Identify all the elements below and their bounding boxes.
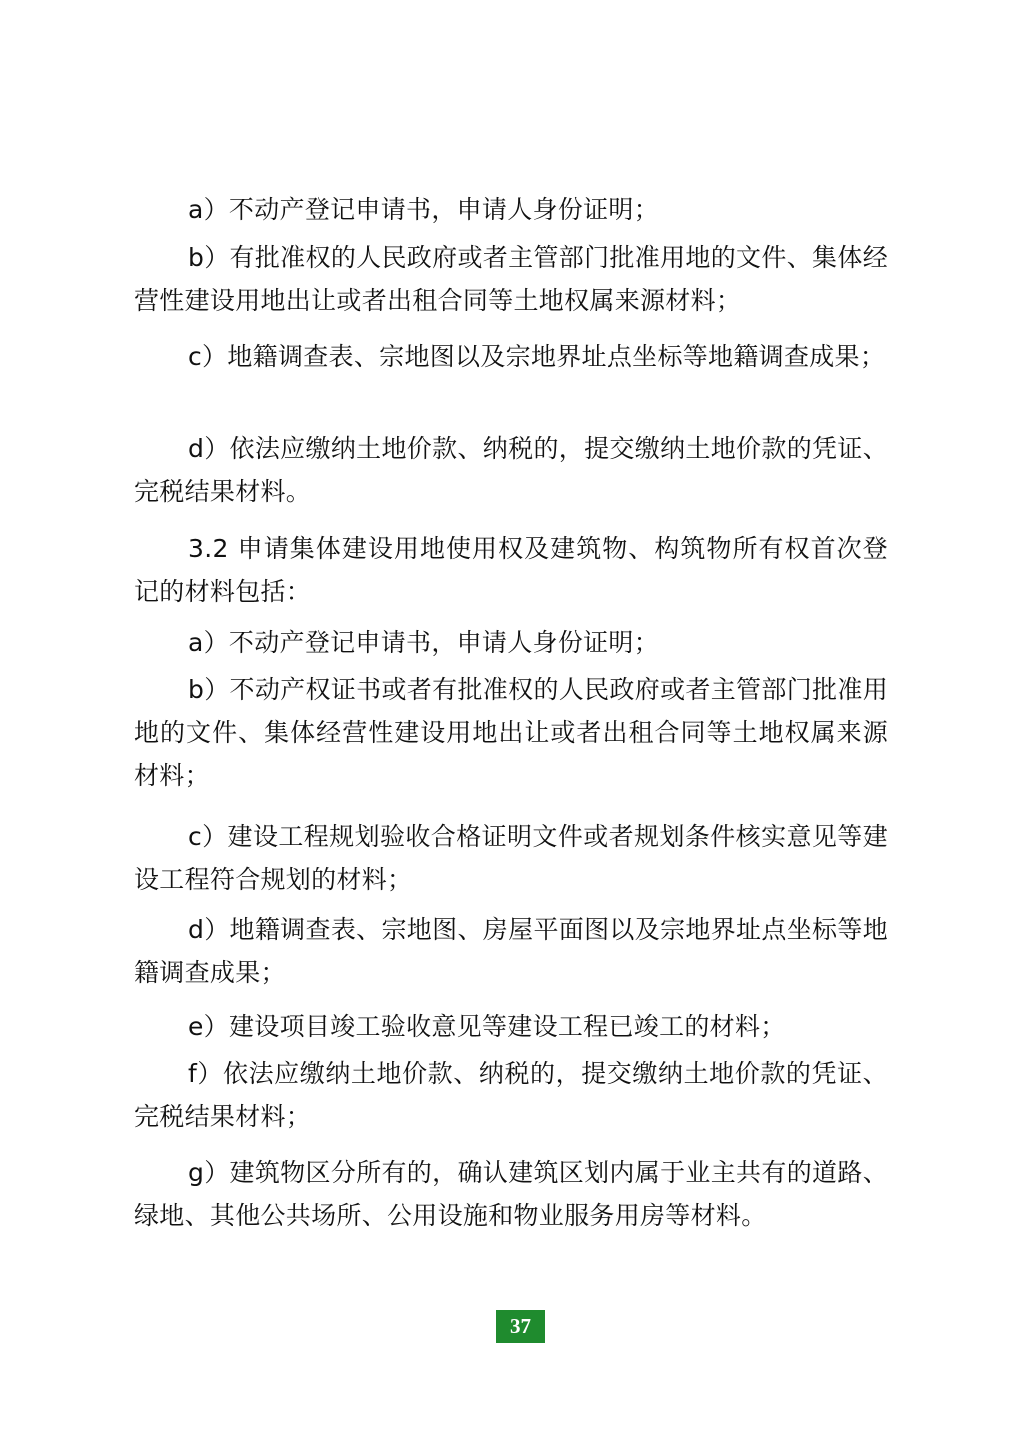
paragraph-3-2-e: e）建设项目竣工验收意见等建设工程已竣工的材料； <box>188 1012 786 1041</box>
paragraph-3-2-g: g）建筑物区分所有的，确认建筑区划内属于业主共有的道路、绿地、其他公共场所、公用设施和物业服务用房等材料。 <box>134 1158 888 1230</box>
paragraph-3-2-d: d）地籍调查表、宗地图、房屋平面图以及宗地界址点坐标等地籍调查成果； <box>134 915 888 987</box>
paragraph-3-2-f: f）依法应缴纳土地价款、纳税的，提交缴纳土地价款的凭证、完税结果材料； <box>134 1059 888 1131</box>
paragraph-3-2-b: b）不动产权证书或者有批准权的人民政府或者主管部门批准用地的文件、集体经营性建设用地出让或者出租合同等土地权属来源材料； <box>134 675 888 790</box>
page-number-badge: 37 <box>496 1310 545 1343</box>
paragraph-3-2-a: a）不动产登记申请书，申请人身份证明； <box>188 628 660 657</box>
paragraph-3-1-a: a）不动产登记申请书，申请人身份证明； <box>188 195 660 224</box>
section-3-2-heading: 3.2 申请集体建设用地使用权及建筑物、构筑物所有权首次登记的材料包括： <box>134 534 888 606</box>
paragraph-3-2-c: c）建设工程规划验收合格证明文件或者规划条件核实意见等建设工程符合规划的材料； <box>134 822 888 894</box>
paragraph-3-1-d: d）依法应缴纳土地价款、纳税的，提交缴纳土地价款的凭证、完税结果材料。 <box>134 434 888 506</box>
paragraph-3-1-b: b）有批准权的人民政府或者主管部门批准用地的文件、集体经营性建设用地出让或者出租合同等土地权属来源材料； <box>134 243 888 315</box>
paragraph-3-1-c: c）地籍调查表、宗地图以及宗地界址点坐标等地籍调查成果； <box>188 342 886 371</box>
